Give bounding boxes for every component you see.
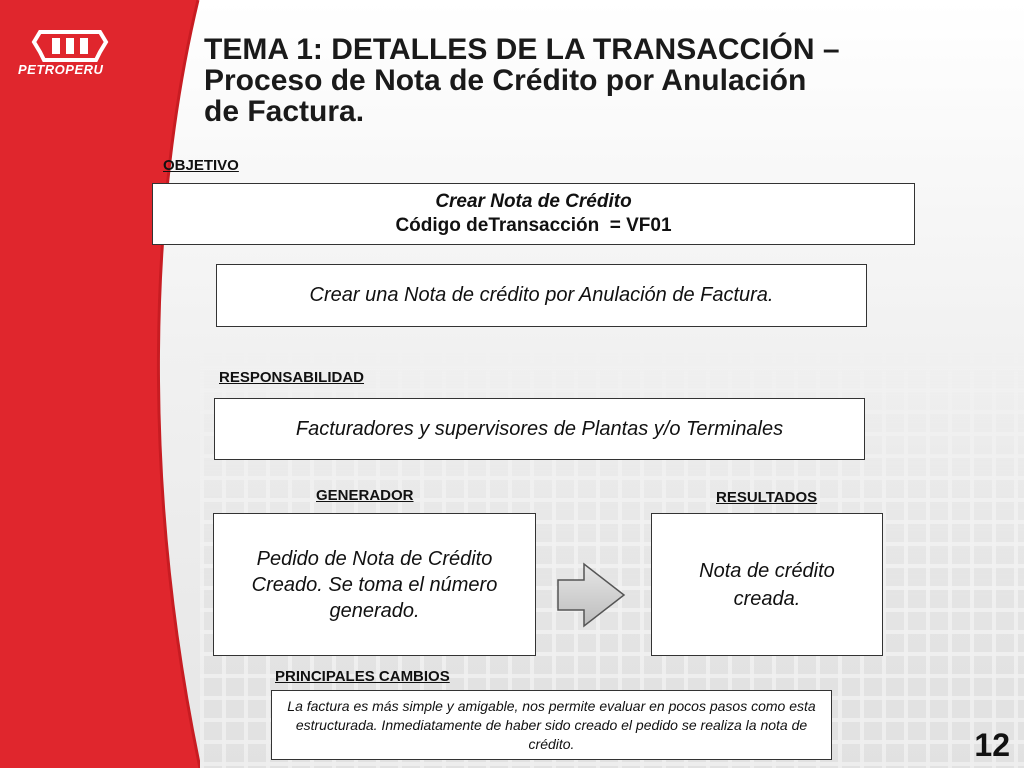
generador-text: Pedido de Nota de Crédito Creado. Se toma el número generado. — [251, 547, 498, 622]
slide-title: TEMA 1: DETALLES DE LA TRANSACCIÓN – Proceso de Nota de Crédito por Anulación de Factura. — [204, 33, 840, 128]
objetivo-description: Crear una Nota de crédito por Anulación de Factura. — [309, 284, 774, 306]
resultados-label: RESULTADOS — [716, 489, 818, 506]
responsabilidad-text: Facturadores y supervisores de Plantas y/o Terminales — [295, 417, 784, 440]
principales-cambios-box — [271, 690, 832, 760]
transaction-code: Código deTransacción = VF01 — [395, 215, 672, 236]
resultados-box — [651, 513, 883, 656]
red-side-band — [0, 0, 200, 768]
petroperu-logo — [16, 26, 126, 86]
generador-label: GENERADOR — [316, 487, 414, 504]
principales-cambios-text: La factura es más simple y amigable, nos permite evaluar en pocos pasos como esta estructurada. Inmediatamente de haber sido creado el pedido se realiza la nota de crédito. — [287, 697, 816, 752]
generador-box — [213, 513, 536, 656]
transaction-box — [152, 183, 915, 245]
responsabilidad-label: RESPONSABILIDAD — [219, 369, 365, 386]
responsabilidad-box — [214, 398, 865, 460]
principales-cambios-label: PRINCIPALES CAMBIOS — [275, 668, 450, 685]
resultados-text: Nota de crédito creada. — [699, 559, 835, 610]
transaction-title: Crear Nota de Crédito — [435, 191, 632, 212]
brand-name: PETROPERU — [18, 62, 104, 77]
page-number: 12 — [974, 727, 1010, 763]
objetivo-label: OBJETIVO — [163, 157, 239, 174]
objetivo-description-box — [216, 264, 867, 327]
right-arrow-icon — [556, 562, 628, 628]
